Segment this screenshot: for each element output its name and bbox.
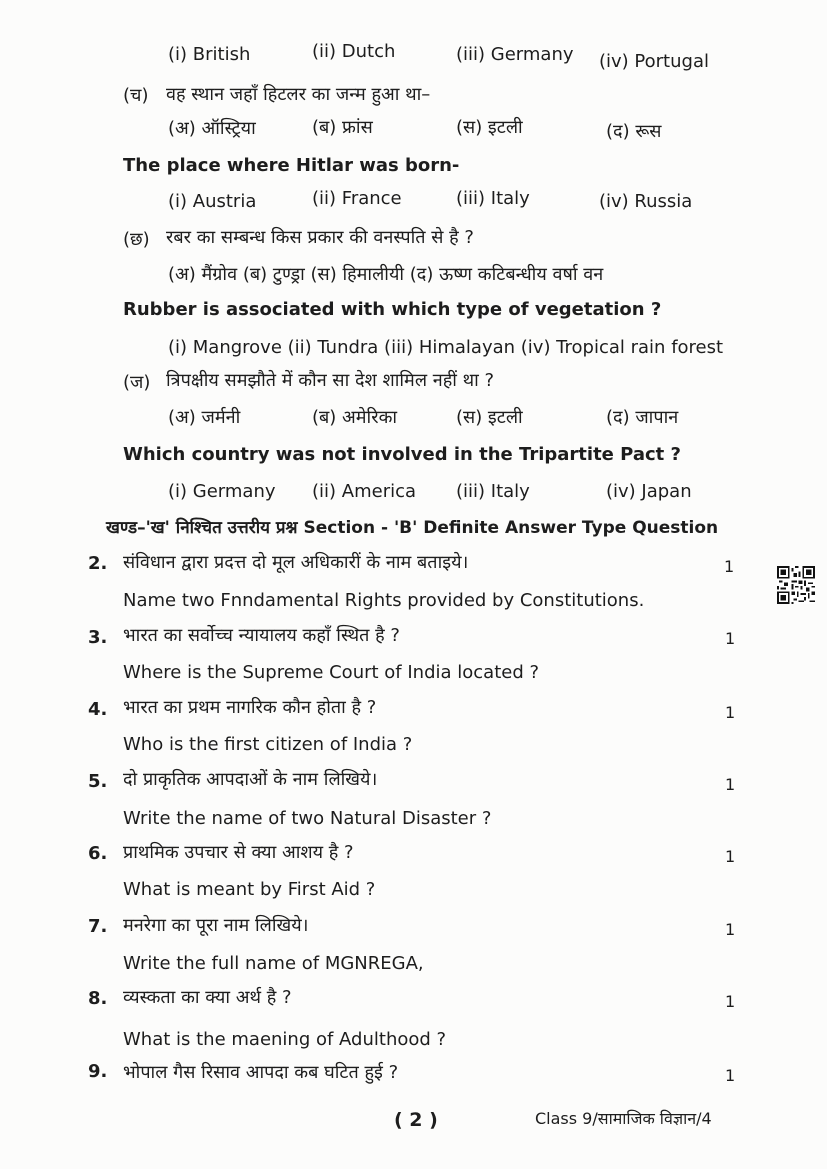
marks: 1: [725, 775, 736, 794]
marks: 1: [725, 992, 736, 1011]
question-number: 5.: [88, 771, 108, 792]
english-option: (i) Austria: [168, 191, 257, 212]
question-english: The place where Hitlar was born-: [123, 155, 460, 176]
question-hindi: प्राथमिक उपचार से क्या आशय है ?: [123, 842, 354, 863]
question-english: What is the maening of Adulthood ?: [123, 1029, 447, 1050]
marks: 1: [724, 557, 735, 576]
hindi-option: (ब) फ्रांस: [312, 117, 373, 138]
english-option: (iii) Italy: [456, 481, 530, 502]
english-option: (iv) Japan: [606, 481, 692, 502]
question-number: 3.: [88, 627, 108, 648]
question-number: 6.: [88, 843, 108, 864]
question-hindi: त्रिपक्षीय समझौते में कौन सा देश शामिल नहीं था ?: [166, 370, 495, 391]
question-hindi: मनरेगा का पूरा नाम लिखिये।: [123, 915, 309, 936]
question-number: (ज): [123, 372, 151, 393]
question-english: Name two Fnndamental Rights provided by Constitutions.: [123, 590, 645, 611]
question-number: 2.: [88, 553, 108, 574]
english-option: (ii) America: [312, 481, 417, 502]
question-number: (च): [123, 85, 149, 106]
question-hindi: रबर का सम्बन्ध किस प्रकार की वनस्पति से है ?: [166, 227, 474, 248]
question-number: 7.: [88, 916, 108, 937]
question-hindi: दो प्राकृतिक आपदाओं के नाम लिखिये।: [123, 769, 378, 790]
question-hindi: संविधान द्वारा प्रदत्त दो मूल अधिकारीं के नाम बताइये।: [123, 552, 469, 573]
option-portugal: (iv) Portugal: [599, 51, 709, 72]
hindi-option: (अ) ऑस्ट्रिया: [168, 118, 256, 139]
question-english: Rubber is associated with which type of vegetation ?: [123, 299, 662, 320]
hindi-option: (द) रूस: [606, 121, 662, 142]
qr-code-icon: [777, 566, 815, 604]
question-english: Where is the Supreme Court of India located ?: [123, 662, 540, 683]
question-hindi: भोपाल गैस रिसाव आपदा कब घटित हुई ?: [123, 1062, 399, 1083]
question-english: Who is the first citizen of India ?: [123, 734, 413, 755]
marks: 1: [725, 1066, 736, 1085]
english-option: (ii) France: [312, 188, 402, 209]
page-number: ( 2 ): [394, 1109, 438, 1131]
question-number: 9.: [88, 1061, 108, 1082]
hindi-option: (स) इटली: [456, 117, 523, 138]
option-british: (i) British: [168, 44, 251, 65]
option-germany: (iii) Germany: [456, 44, 574, 65]
marks: 1: [725, 920, 736, 939]
class-subject-info: Class 9/सामाजिक विज्ञान/4: [535, 1109, 712, 1128]
english-options-line: (i) Mangrove (ii) Tundra (iii) Himalayan (iv) Tropical rain forest: [168, 337, 724, 358]
marks: 1: [725, 703, 736, 722]
question-hindi: व्यस्कता का क्या अर्थ है ?: [123, 987, 292, 1008]
question-hindi: वह स्थान जहाँ हिटलर का जन्म हुआ था–: [166, 84, 431, 105]
english-option: (iv) Russia: [599, 191, 693, 212]
english-option: (iii) Italy: [456, 188, 530, 209]
option-dutch: (ii) Dutch: [312, 41, 396, 62]
hindi-option: (अ) जर्मनी: [168, 407, 241, 428]
question-english: Write the name of two Natural Disaster ?: [123, 808, 492, 829]
question-english: Which country was not involved in the Tripartite Pact ?: [123, 444, 681, 465]
section-b-heading: खण्ड–'ख' निश्चित उत्तरीय प्रश्न Section - 'B' Definite Answer Type Question: [106, 518, 719, 538]
marks: 1: [725, 629, 736, 648]
question-english: Write the full name of MGNREGA,: [123, 953, 424, 974]
hindi-option: (ब) अमेरिका: [312, 407, 398, 428]
marks: 1: [725, 847, 736, 866]
hindi-option: (स) इटली: [456, 407, 523, 428]
english-option: (i) Germany: [168, 481, 276, 502]
hindi-option: (द) जापान: [606, 407, 679, 428]
question-hindi: भारत का प्रथम नागरिक कौन होता है ?: [123, 697, 377, 718]
hindi-options-line: (अ) मैंग्रोव (ब) टुण्ड्रा (स) हिमालीयी (द) ऊष्ण कटिबन्धीय वर्षा वन: [168, 264, 604, 285]
question-number: 8.: [88, 988, 108, 1009]
question-english: What is meant by First Aid ?: [123, 879, 376, 900]
question-number: 4.: [88, 699, 108, 720]
question-hindi: भारत का सर्वोच्च न्यायालय कहाँ स्थित है ?: [123, 625, 400, 646]
question-number: (छ): [123, 229, 150, 250]
